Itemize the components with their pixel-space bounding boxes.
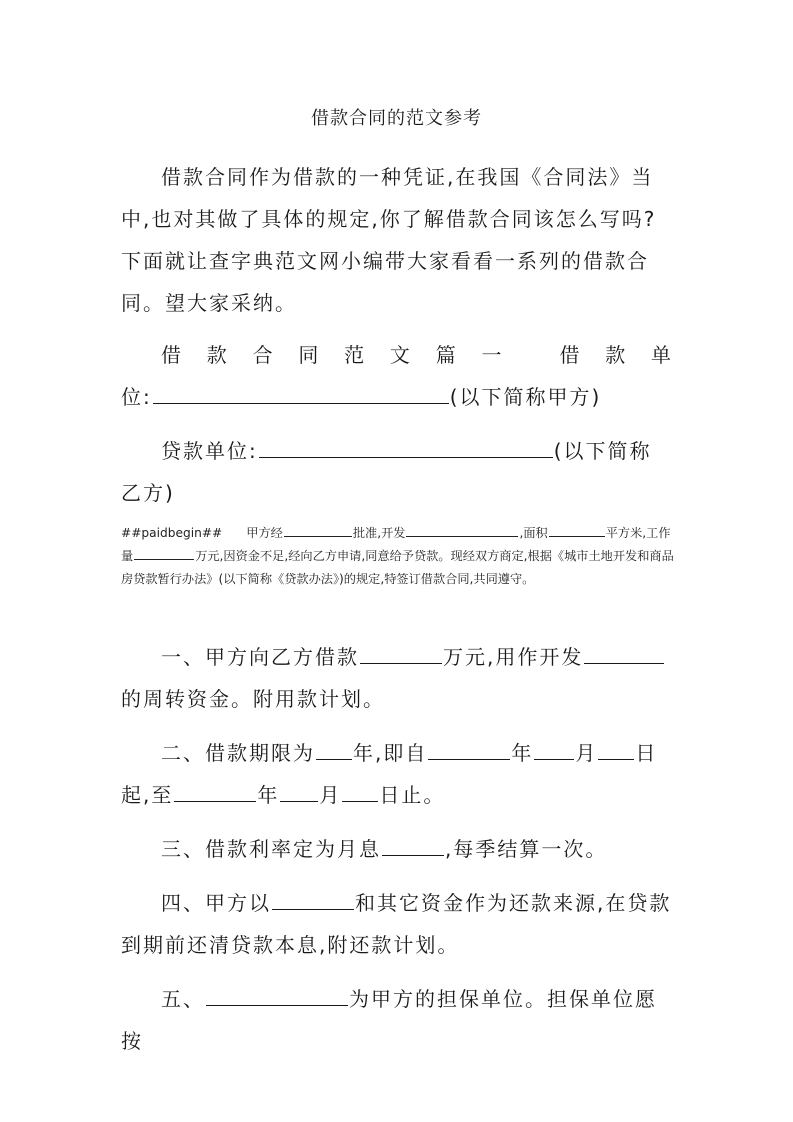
clause-2-text-h: 日止。 [379, 783, 446, 807]
interest-rate-blank [382, 839, 444, 856]
loan-amount-blank [360, 647, 442, 664]
clause-2-text-a: 二、借款期限为 [161, 741, 315, 765]
clause-2-text-c: 年 [511, 741, 534, 765]
clause-1-text-a: 一、甲方向乙方借款 [161, 645, 359, 669]
clause-4-text-b: 和其它资金作为还款来源,在贷款到期前还清贷款本息,附还款计划。 [121, 891, 672, 957]
clause-5-text-b: 为甲方的担保单位。担保单位愿按 [121, 987, 657, 1053]
project-blank [406, 526, 518, 537]
guarantor-blank [206, 989, 348, 1006]
heading-line-1 [121, 334, 673, 376]
clause-2-text-g: 月 [319, 783, 342, 807]
intro-paragraph: 借款合同作为借款的一种凭证,在我国《合同法》当中,也对其做了具体的规定,你了解借款合同该怎么写吗?下面就让查字典范文网小编带大家看看一系列的借款合同。望大家采纳。 [121, 165, 657, 315]
start-year-blank [428, 743, 510, 760]
heading-right: 借款单 [559, 343, 674, 367]
fine-text-4: 平方米,工作量 [121, 526, 671, 563]
fine-text-5: 万元,因资金不足,经向乙方申请,同意给予贷款。现经双方商定,根据《城市土地开发和商品房贷款暂行办法》(以下简称《贷款办法》)的规定,特签订借款合同,共同遵守。 [121, 549, 674, 586]
clause-2-text-e: 日起,至 [121, 741, 658, 807]
borrower-paragraph [121, 430, 673, 514]
borrower-suffix: (以下简称乙方) [121, 439, 652, 505]
clause-1 [121, 636, 673, 720]
fine-text-2: 批准,开发 [352, 526, 406, 540]
development-blank [584, 647, 664, 664]
clause-3 [121, 828, 673, 870]
clause-2-text-f: 年 [257, 783, 280, 807]
clause-2 [121, 732, 673, 816]
document-title: 借款合同的范文参考 [311, 108, 482, 129]
clause-2-text-b: 年,即自 [353, 741, 428, 765]
clause-4 [121, 882, 673, 966]
end-year-blank [174, 785, 256, 802]
heading-left: 借款合同范文篇一 [161, 343, 528, 367]
end-month-blank [280, 785, 318, 802]
borrower-label: 贷款单位: [161, 439, 258, 463]
clause-5-text-a: 五、 [161, 987, 205, 1011]
clause-4-text-a: 四、甲方以 [161, 891, 271, 915]
lender-suffix: (以下简称甲方) [449, 385, 602, 409]
fine-print-paragraph [121, 522, 681, 591]
term-years-blank [316, 743, 352, 760]
fine-text-3: ,面积 [519, 526, 548, 540]
repayment-source-blank [272, 893, 354, 910]
clause-3-text-a: 三、借款利率定为月息 [161, 837, 381, 861]
fine-text-1: 甲方经 [246, 526, 283, 540]
paid-tag: ##paidbegin## [121, 526, 223, 540]
lender-label: 位: [121, 385, 152, 409]
area-blank [549, 526, 605, 537]
lender-blank [153, 387, 449, 404]
end-day-blank [342, 785, 378, 802]
clause-2-text-d: 月 [575, 741, 598, 765]
start-month-blank [534, 743, 574, 760]
clause-3-text-b: ,每季结算一次。 [445, 837, 608, 861]
clause-5 [121, 978, 673, 1062]
clause-1-text-b: 万元,用作开发 [443, 645, 584, 669]
approval-blank [284, 526, 352, 537]
clause-1-text-c: 的周转资金。附用款计划。 [121, 687, 385, 711]
borrower-blank [259, 441, 553, 458]
section-heading [121, 334, 673, 418]
workload-blank [134, 549, 194, 560]
start-day-blank [598, 743, 634, 760]
